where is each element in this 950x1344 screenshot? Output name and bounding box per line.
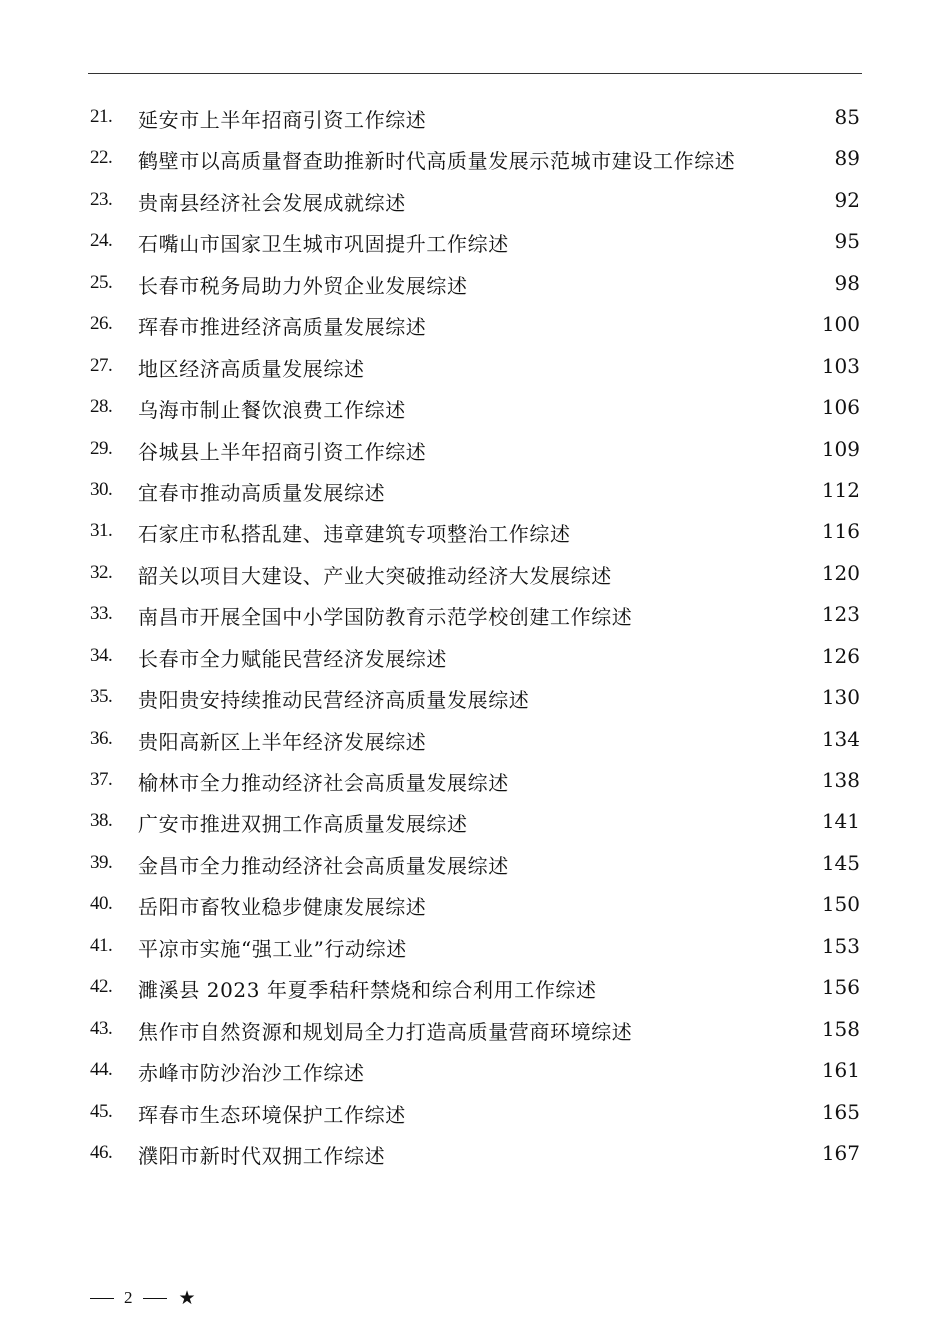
toc-entry-title: 焦作市自然资源和规划局全力打造高质量营商环境综述 [138,1019,633,1044]
toc-entry-page: 145 [821,850,860,875]
toc-entry-page: 153 [821,933,860,958]
toc-entry-title: 贵南县经济社会发展成就综述 [138,190,406,215]
toc-entry-title: 珲春市推进经济高质量发展综述 [138,315,427,340]
toc-entry-page: 141 [821,809,860,834]
toc-entry-number: 23. [90,188,113,210]
toc-entry-number: 28. [90,396,113,418]
footer-dash-left [90,1298,114,1299]
toc-entry-number: 38. [90,810,113,832]
toc-entry-title: 濉溪县 2023 年夏季秸秆禁烧和综合利用工作综述 [138,978,597,1003]
toc-entry-number: 37. [90,769,113,790]
footer-dash-right [143,1298,167,1299]
star-icon: ★ [178,1287,196,1309]
toc-entry-title: 石嘴山市国家卫生城市巩固提升工作综述 [138,232,509,257]
toc-entry-page: 134 [821,726,860,751]
toc-entry-title: 谷城县上半年招商引资工作综述 [138,439,427,464]
toc-entry-number: 36. [90,727,113,749]
toc-entry-title: 珲春市生态环境保护工作综述 [138,1102,406,1127]
toc-entry-page: 98 [834,270,860,295]
toc-entry-title: 赤峰市防沙治沙工作综述 [138,1061,365,1086]
toc-entry-number: 44. [90,1059,113,1081]
toc-entry-number: 39. [90,851,113,873]
toc-entry-page: 138 [821,768,860,792]
toc-entry-title: 宜春市推动高质量发展综述 [138,480,386,505]
toc-entry[interactable] [0,1132,950,1173]
toc-entry[interactable] [0,883,950,924]
toc-entry[interactable] [0,552,950,593]
toc-entry-number: 30. [90,478,113,500]
toc-entry-number: 46. [90,1141,113,1163]
toc-entry-number: 22. [90,147,113,169]
toc-entry[interactable] [0,1008,950,1049]
toc-entry-number: 41. [90,934,113,956]
toc-entry-page: 106 [821,395,860,420]
toc-entry-title: 延安市上半年招商引资工作综述 [138,108,427,132]
toc-entry-title: 乌海市制止餐饮浪费工作综述 [138,398,406,423]
toc-entry[interactable] [0,593,950,634]
toc-entry-title: 韶关以项目大建设、产业大突破推动经济大发展综述 [138,563,612,588]
toc-entry-page: 161 [821,1058,860,1083]
toc-entry-page: 92 [834,187,860,212]
toc-entry-title: 岳阳市畜牧业稳步健康发展综述 [138,895,427,920]
toc-entry[interactable] [0,635,950,676]
toc-entry-page: 95 [834,229,860,254]
toc-entry-page: 165 [821,1099,860,1124]
toc-entry-number: 21. [90,106,113,127]
toc-entry[interactable] [0,96,950,137]
toc-entry-title: 平凉市实施“强工业”行动综述 [138,936,407,961]
toc-entry[interactable] [0,800,950,841]
toc-entry[interactable] [0,303,950,344]
toc-entry-page: 100 [821,312,860,337]
toc-entry-number: 34. [90,644,113,666]
toc-entry-number: 26. [90,313,113,335]
toc-entry-page: 130 [821,685,860,710]
table-of-contents [0,96,950,1173]
toc-entry-page: 126 [821,643,860,668]
toc-entry-title: 石家庄市私搭乱建、违章建筑专项整治工作综述 [138,522,571,547]
toc-entry[interactable] [0,469,950,510]
toc-entry-title: 金昌市全力推动经济社会高质量发展综述 [138,853,509,878]
toc-entry-page: 158 [821,1016,860,1041]
toc-entry-number: 25. [90,271,113,293]
toc-entry-title: 濮阳市新时代双拥工作综述 [138,1143,386,1168]
toc-entry-page: 109 [821,436,860,461]
toc-entry-page: 120 [821,560,860,585]
toc-entry-number: 45. [90,1100,113,1122]
toc-entry-title: 鹤壁市以高质量督查助推新时代高质量发展示范城市建设工作综述 [138,149,736,174]
toc-entry[interactable] [0,262,950,303]
toc-entry-number: 35. [90,686,113,708]
toc-entry-title: 广安市推进双拥工作高质量发展综述 [138,812,468,837]
toc-entry-title: 长春市全力赋能民营经济发展综述 [138,646,447,671]
toc-entry-title: 榆林市全力推动经济社会高质量发展综述 [138,771,509,795]
header-rule [88,73,862,74]
toc-entry[interactable] [0,510,950,551]
toc-entry-number: 40. [90,893,113,915]
toc-entry-number: 42. [90,976,113,998]
toc-entry-number: 31. [90,520,113,542]
toc-entry-page: 150 [821,892,860,917]
toc-entry[interactable] [0,1091,950,1132]
toc-entry-number: 32. [90,561,113,583]
toc-entry-title: 长春市税务局助力外贸企业发展综述 [138,273,468,298]
toc-entry-title: 地区经济高质量发展综述 [138,356,365,381]
toc-entry[interactable] [0,428,950,469]
toc-entry-title: 南昌市开展全国中小学国防教育示范学校创建工作综述 [138,605,633,630]
toc-entry-page: 123 [821,602,860,627]
toc-entry-page: 167 [821,1140,860,1165]
toc-entry-page: 116 [821,519,860,544]
toc-entry-title: 贵阳高新区上半年经济发展综述 [138,729,427,754]
toc-entry[interactable] [0,386,950,427]
toc-entry[interactable] [0,676,950,717]
toc-entry-number: 43. [90,1017,113,1039]
toc-entry-page: 156 [821,975,860,1000]
toc-entry[interactable] [0,1049,950,1090]
toc-entry[interactable] [0,220,950,261]
toc-entry-number: 33. [90,603,113,625]
toc-entry-number: 27. [90,354,113,376]
toc-entry-page: 112 [821,477,860,502]
toc-entry[interactable] [0,925,950,966]
toc-entry[interactable] [0,137,950,178]
page-number: 2 [124,1288,133,1307]
toc-entry[interactable] [0,966,950,1007]
toc-entry[interactable] [0,179,950,220]
page-footer [90,1286,196,1310]
toc-entry-page: 85 [834,105,860,129]
toc-entry-page: 89 [834,146,860,171]
toc-entry-number: 29. [90,437,113,459]
toc-entry[interactable] [0,345,950,386]
toc-entry[interactable] [0,759,950,800]
toc-entry[interactable] [0,842,950,883]
toc-entry-number: 24. [90,230,113,252]
toc-entry-page: 103 [821,353,860,378]
toc-entry-title: 贵阳贵安持续推动民营经济高质量发展综述 [138,688,530,713]
toc-entry[interactable] [0,718,950,759]
